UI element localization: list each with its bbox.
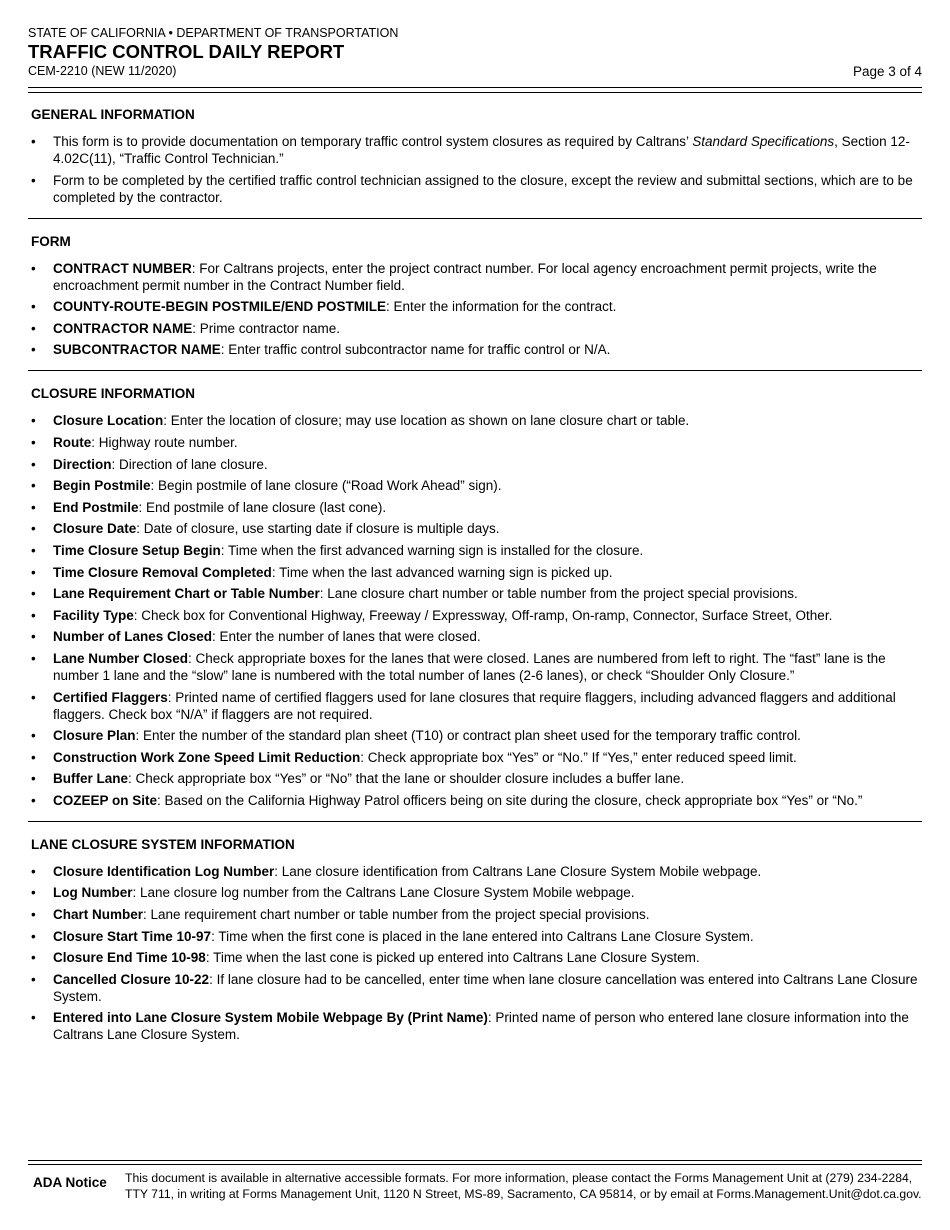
item-term: Cancelled Closure 10-22: [53, 971, 210, 987]
bullet: •: [31, 950, 36, 966]
item-term: Certified Flaggers: [53, 689, 168, 705]
header-divider: [28, 87, 922, 93]
bullet: •: [31, 607, 36, 623]
item-text: : For Caltrans projects, enter the project contract number. For local agency encroachment permit projects, write the encroachment permit number in the Contract Number field.: [53, 260, 877, 293]
item-text: , Section 12-4.02C(11), “Traffic Control Technician.”: [53, 134, 910, 166]
bullet: •: [31, 320, 36, 336]
list-item: [28, 949, 922, 966]
document-header: [28, 26, 922, 79]
ada-notice-text: This document is available in alternative accessible formats. For more information, please contact the Forms Management Unit at (279) 234-2284, TTY 711, in writing at Forms Management Unit, 1120 N Street, MS-89, Sacramento, CA 95814, or by email at Forms.Management.Unit@dot.ca.gov.: [125, 1171, 922, 1201]
item-text: : Based on the California Highway Patrol officers being on site during the closure, check appropriate box “Yes” or “No.”: [157, 792, 863, 808]
list-item: [28, 749, 922, 766]
item-text: : Lane closure identification from Caltrans Lane Closure System Mobile webpage.: [274, 863, 762, 879]
item-term: Closure Date: [53, 521, 137, 537]
item-text: : Prime contractor name.: [192, 320, 341, 336]
ada-notice-label: ADA Notice: [33, 1175, 107, 1190]
item-text: : Check box for Conventional Highway, Freeway / Expressway, Off-ramp, On-ramp, Connector, Surface Street, Other.: [133, 607, 833, 623]
bullet: •: [31, 413, 36, 429]
bullet: •: [31, 629, 36, 645]
bullet: •: [31, 521, 36, 537]
item-text: : If lane closure had to be cancelled, enter time when lane closure cancellation was entered into Caltrans Lane Closure System.: [53, 971, 918, 1004]
item-text: : Direction of lane closure.: [111, 456, 268, 472]
item-text: : Printed name of certified flaggers used for lane closures that require flaggers, including advanced flaggers and additional flaggers. Check box “N/A” if flaggers are not required.: [53, 689, 896, 722]
item-text: : Begin postmile of lane closure (“Road Work Ahead” sign).: [150, 478, 502, 494]
item-term: Facility Type: [53, 607, 134, 623]
item-text: : Check appropriate boxes for the lanes that were closed. Lanes are numbered from left to right. The “fast” lane is the number 1 lane and the “slow” lane is numbered with the total number of lanes (2-6 lanes), or check “Shoulder Only Closure.”: [53, 650, 886, 683]
general-information-section: [28, 106, 922, 206]
bullet: •: [31, 971, 36, 987]
item-term: Time Closure Setup Begin: [53, 542, 221, 558]
list-item: [28, 727, 922, 744]
page-number: Page 3 of 4: [852, 64, 922, 79]
item-text: This form is to provide documentation on temporary traffic control system closures as required by Caltrans’: [53, 134, 693, 149]
bullet: •: [31, 907, 36, 923]
item-term: Direction: [53, 456, 112, 472]
item-term: Entered into Lane Closure System Mobile Webpage By (Print Name): [53, 1010, 488, 1026]
list-item: [28, 585, 922, 602]
item-term: Lane Number Closed: [53, 650, 189, 666]
bullet: •: [31, 299, 36, 315]
bullet: •: [31, 728, 36, 744]
list-item: [28, 172, 922, 206]
item-text: : Time when the last cone is picked up entered into Caltrans Lane Closure System.: [205, 950, 700, 966]
item-term: COUNTY-ROUTE-BEGIN POSTMILE/END POSTMILE: [53, 299, 387, 315]
item-term: Number of Lanes Closed: [53, 629, 213, 645]
item-text: : Time when the first cone is placed in the lane entered into Caltrans Lane Closure System.: [211, 928, 754, 944]
bullet: •: [31, 885, 36, 901]
bullet: •: [31, 260, 36, 276]
section-heading-form: FORM: [31, 233, 71, 249]
list-item: [28, 133, 922, 167]
item-term: Closure Start Time 10-97: [53, 928, 212, 944]
list-item: [28, 971, 922, 1005]
item-term: Chart Number: [53, 907, 144, 923]
list-item: [28, 564, 922, 581]
closure-list: [28, 412, 922, 809]
bullet: •: [31, 749, 36, 765]
item-text: : Enter the number of the standard plan sheet (T10) or contract plan sheet used for the temporary traffic control.: [135, 728, 801, 744]
item-term: COZEEP on Site: [53, 792, 158, 808]
bullet: •: [31, 434, 36, 450]
item-term: Route: [53, 434, 92, 450]
item-text: : Printed name of person who entered lane closure information into the Caltrans Lane Closure System.: [53, 1010, 909, 1043]
item-term: Closure End Time 10-98: [53, 950, 206, 966]
lcs-list: [28, 863, 922, 1044]
item-text: : Enter traffic control subcontractor name for traffic control or N/A.: [220, 342, 611, 358]
list-item: [28, 320, 922, 337]
section-divider: [28, 218, 922, 219]
list-item: [28, 906, 922, 923]
item-term: Time Closure Removal Completed: [53, 564, 272, 580]
section-heading-closure: CLOSURE INFORMATION: [31, 386, 195, 402]
page-title: TRAFFIC CONTROL DAILY REPORT: [28, 41, 345, 62]
list-item: [28, 499, 922, 516]
item-term: Construction Work Zone Speed Limit Reduction: [53, 749, 361, 765]
list-item: [28, 1009, 922, 1043]
list-item: [28, 628, 922, 645]
item-text: : Lane closure log number from the Caltrans Lane Closure System Mobile webpage.: [132, 885, 635, 901]
item-term: CONTRACT NUMBER: [53, 260, 192, 276]
bullet: •: [31, 650, 36, 666]
bullet: •: [31, 928, 36, 944]
bullet: •: [31, 134, 36, 149]
list-item: [28, 542, 922, 559]
list-item: [28, 412, 922, 429]
item-term: SUBCONTRACTOR NAME: [53, 342, 221, 358]
list-item: [28, 607, 922, 624]
list-item: [28, 792, 922, 809]
bullet: •: [31, 542, 36, 558]
item-text: : Enter the number of lanes that were closed.: [212, 629, 481, 645]
lane-closure-system-section: [28, 836, 922, 1044]
bullet: •: [31, 499, 36, 515]
section-divider: [28, 370, 922, 371]
list-item: [28, 650, 922, 684]
item-text: : Check appropriate box “Yes” or “No” that the lane or shoulder closure includes a buffer lane.: [128, 771, 685, 787]
bullet: •: [31, 792, 36, 808]
bullet: •: [31, 172, 36, 188]
item-term: Closure Plan: [53, 728, 136, 744]
bullet: •: [31, 342, 36, 358]
list-item: [28, 884, 922, 901]
list-item: [28, 434, 922, 451]
bullet: •: [31, 564, 36, 580]
bullet: •: [31, 689, 36, 705]
item-text: : Enter the information for the contract.: [386, 299, 617, 315]
item-text: Form to be completed by the certified traffic control technician assigned to the closure, except the review and submittal sections, which are to be completed by the contractor.: [53, 172, 913, 205]
section-heading-lcs: LANE CLOSURE SYSTEM INFORMATION: [31, 836, 295, 852]
item-text: : Highway route number.: [91, 434, 238, 450]
footer-divider: [28, 1160, 922, 1165]
item-term: Begin Postmile: [53, 478, 151, 494]
list-item: [28, 341, 922, 358]
list-item: [28, 689, 922, 723]
instructions-content: [28, 106, 922, 1048]
list-item: [28, 298, 922, 315]
list-item: [28, 520, 922, 537]
item-text: : Enter the location of closure; may use location as shown on lane closure chart or table.: [163, 413, 690, 429]
item-text: : Time when the last advanced warning sign is picked up.: [271, 564, 613, 580]
ada-notice: [33, 1170, 922, 1202]
form-section: [28, 233, 922, 359]
bullet: •: [31, 478, 36, 494]
list-item: [28, 863, 922, 880]
section-divider: [28, 821, 922, 822]
item-term: Closure Location: [53, 413, 164, 429]
bullet: •: [31, 456, 36, 472]
closure-information-section: [28, 385, 922, 809]
list-item: [28, 770, 922, 787]
item-term: Log Number: [53, 885, 133, 901]
bullet: •: [31, 771, 36, 787]
item-text: : End postmile of lane closure (last cone).: [138, 499, 387, 515]
bullet: •: [31, 863, 36, 879]
item-term: End Postmile: [53, 499, 139, 515]
item-term: Closure Identification Log Number: [53, 863, 275, 879]
list-item: [28, 260, 922, 294]
bullet: •: [31, 586, 36, 602]
item-text: : Lane closure chart number or table number from the project special provisions.: [319, 586, 798, 602]
list-item: [28, 928, 922, 945]
item-term: Lane Requirement Chart or Table Number: [53, 586, 320, 602]
form-number: CEM-2210 (NEW 11/2020): [28, 64, 177, 78]
form-list: [28, 260, 922, 359]
agency-line: STATE OF CALIFORNIA • DEPARTMENT OF TRANSPORTATION: [28, 26, 399, 40]
item-term: CONTRACTOR NAME: [53, 320, 193, 336]
item-text: : Date of closure, use starting date if closure is multiple days.: [136, 521, 500, 537]
list-item: [28, 477, 922, 494]
item-italic-text: Standard Specifications: [692, 134, 835, 149]
item-text: : Lane requirement chart number or table number from the project special provisions.: [143, 907, 650, 923]
item-term: Buffer Lane: [53, 771, 129, 787]
item-text: : Check appropriate box “Yes” or “No.” If “Yes,” enter reduced speed limit.: [360, 749, 797, 765]
item-text: : Time when the first advanced warning sign is installed for the closure.: [220, 542, 644, 558]
section-heading-general: GENERAL INFORMATION: [31, 107, 195, 122]
list-item: [28, 456, 922, 473]
general-list: [28, 133, 922, 206]
bullet: •: [31, 1010, 36, 1026]
